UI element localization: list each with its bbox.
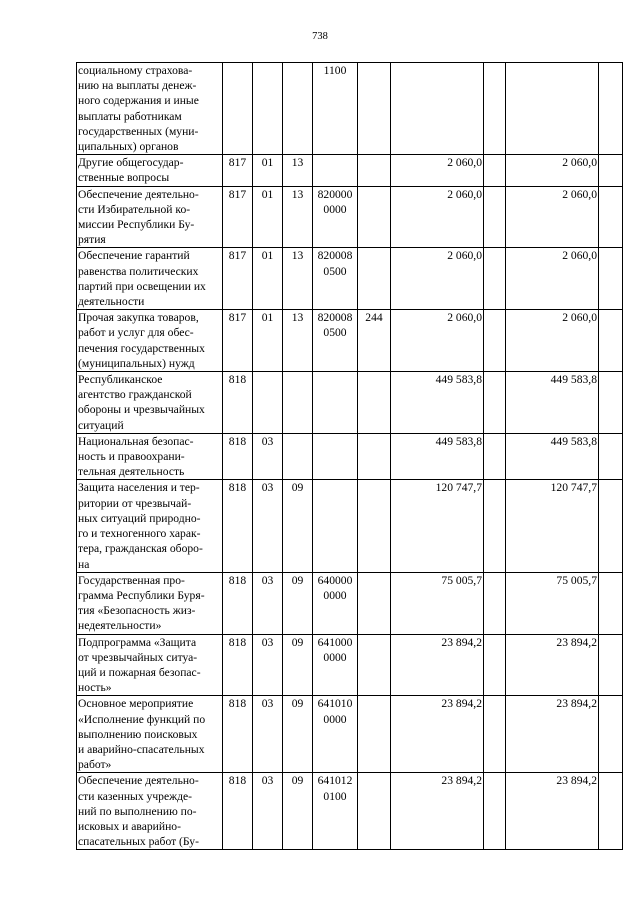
amount-cell-2: [506, 63, 599, 155]
subvention-cell: [484, 186, 506, 248]
target-article-cell: 820000 0000: [313, 186, 358, 248]
subvention-cell-2: [599, 310, 623, 372]
amount-cell-2: 2 060,0: [506, 248, 599, 310]
section-code-cell: 01: [253, 155, 283, 186]
section-code-cell: 03: [253, 433, 283, 480]
target-article-cell: [313, 433, 358, 480]
admin-code-cell: 818: [223, 634, 253, 696]
section-code-cell: [253, 63, 283, 155]
row-name-cell: Обеспечение деятельно- сти казенных учрежде- ний по выполнению по- исковых и аварийно- спасательных работ (Бу-: [77, 773, 223, 850]
section-code-cell: 03: [253, 480, 283, 572]
subsection-code-cell: 09: [283, 480, 313, 572]
subvention-cell-2: [599, 248, 623, 310]
table-row: [77, 773, 623, 850]
admin-code-cell: 818: [223, 696, 253, 773]
amount-cell-2: 75 005,7: [506, 572, 599, 634]
amount-cell-2: 120 747,7: [506, 480, 599, 572]
row-name-cell: Прочая закупка товаров, работ и услуг для обес- печения государственных (муниципальных) нужд: [77, 310, 223, 372]
admin-code-cell: 817: [223, 186, 253, 248]
table-row: [77, 696, 623, 773]
amount-cell-2: 23 894,2: [506, 696, 599, 773]
subsection-code-cell: 13: [283, 248, 313, 310]
amount-cell-2: 449 583,8: [506, 433, 599, 480]
section-code-cell: 01: [253, 310, 283, 372]
subvention-cell: [484, 696, 506, 773]
admin-code-cell: 818: [223, 372, 253, 434]
table-row: [77, 480, 623, 572]
subvention-cell-2: [599, 372, 623, 434]
expense-type-cell: [358, 773, 391, 850]
subsection-code-cell: 13: [283, 155, 313, 186]
amount-cell-2: 23 894,2: [506, 773, 599, 850]
expense-type-cell: [358, 433, 391, 480]
subvention-cell-2: [599, 773, 623, 850]
amount-cell: 449 583,8: [391, 433, 484, 480]
amount-cell: 2 060,0: [391, 248, 484, 310]
subvention-cell-2: [599, 696, 623, 773]
row-name-cell: Обеспечение деятельно- сти Избирательной ко- миссии Республики Бу- рятия: [77, 186, 223, 248]
expense-type-cell: [358, 696, 391, 773]
subvention-cell-2: [599, 572, 623, 634]
row-name-cell: социальному страхова- нию на выплаты денеж- ного содержания и иные выплаты работникам государственных (муни- ципальных) органов: [77, 63, 223, 155]
amount-cell: 23 894,2: [391, 634, 484, 696]
subsection-code-cell: 09: [283, 634, 313, 696]
row-name-cell: Государственная про- грамма Республики Буря- тия «Безопасность жиз- недеятельности»: [77, 572, 223, 634]
target-article-cell: 641012 0100: [313, 773, 358, 850]
row-name-cell: Подпрограмма «Защита от чрезвычайных ситуа- ций и пожарная безопас- ность»: [77, 634, 223, 696]
section-code-cell: [253, 372, 283, 434]
target-article-cell: [313, 480, 358, 572]
subvention-cell: [484, 310, 506, 372]
target-article-cell: 641010 0000: [313, 696, 358, 773]
amount-cell: 449 583,8: [391, 372, 484, 434]
budget-table: [76, 62, 623, 850]
row-name-cell: Обеспечение гарантий равенства политических партий при освещении их деятельности: [77, 248, 223, 310]
section-code-cell: 03: [253, 773, 283, 850]
amount-cell-2: 2 060,0: [506, 186, 599, 248]
subvention-cell-2: [599, 480, 623, 572]
table-row: [77, 155, 623, 186]
amount-cell: 2 060,0: [391, 155, 484, 186]
amount-cell: 75 005,7: [391, 572, 484, 634]
budget-table-body: [77, 63, 623, 850]
table-row: [77, 372, 623, 434]
subvention-cell-2: [599, 155, 623, 186]
amount-cell-2: 23 894,2: [506, 634, 599, 696]
expense-type-cell: 244: [358, 310, 391, 372]
section-code-cell: 03: [253, 696, 283, 773]
subvention-cell: [484, 480, 506, 572]
target-article-cell: [313, 372, 358, 434]
amount-cell: 120 747,7: [391, 480, 484, 572]
subsection-code-cell: 09: [283, 773, 313, 850]
table-row: [77, 433, 623, 480]
row-name-cell: Основное мероприятие «Исполнение функций по выполнению поисковых и аварийно-спасательных работ»: [77, 696, 223, 773]
subvention-cell: [484, 634, 506, 696]
subsection-code-cell: [283, 372, 313, 434]
row-name-cell: Другие общегосудар- ственные вопросы: [77, 155, 223, 186]
amount-cell-2: 2 060,0: [506, 310, 599, 372]
section-code-cell: 01: [253, 248, 283, 310]
section-code-cell: 03: [253, 572, 283, 634]
table-row: [77, 634, 623, 696]
expense-type-cell: [358, 372, 391, 434]
table-row: [77, 186, 623, 248]
subsection-code-cell: 09: [283, 696, 313, 773]
target-article-cell: [313, 155, 358, 186]
subsection-code-cell: 13: [283, 310, 313, 372]
subvention-cell: [484, 248, 506, 310]
admin-code-cell: 818: [223, 480, 253, 572]
admin-code-cell: 817: [223, 155, 253, 186]
expense-type-cell: [358, 634, 391, 696]
expense-type-cell: [358, 480, 391, 572]
section-code-cell: 03: [253, 634, 283, 696]
target-article-cell: 641000 0000: [313, 634, 358, 696]
row-name-cell: Республиканское агентство гражданской обороны и чрезвычайных ситуаций: [77, 372, 223, 434]
expense-type-cell: [358, 186, 391, 248]
table-row: [77, 63, 623, 155]
subsection-code-cell: [283, 63, 313, 155]
admin-code-cell: 817: [223, 310, 253, 372]
target-article-cell: 640000 0000: [313, 572, 358, 634]
admin-code-cell: 818: [223, 433, 253, 480]
subvention-cell-2: [599, 63, 623, 155]
expense-type-cell: [358, 248, 391, 310]
subvention-cell-2: [599, 186, 623, 248]
admin-code-cell: 817: [223, 248, 253, 310]
subvention-cell: [484, 433, 506, 480]
subsection-code-cell: 13: [283, 186, 313, 248]
amount-cell: 2 060,0: [391, 310, 484, 372]
amount-cell-2: 449 583,8: [506, 372, 599, 434]
section-code-cell: 01: [253, 186, 283, 248]
subvention-cell-2: [599, 634, 623, 696]
subvention-cell: [484, 372, 506, 434]
page-number: 738: [312, 31, 328, 42]
table-row: [77, 572, 623, 634]
subvention-cell-2: [599, 433, 623, 480]
admin-code-cell: 818: [223, 773, 253, 850]
amount-cell: 23 894,2: [391, 773, 484, 850]
admin-code-cell: 818: [223, 572, 253, 634]
subvention-cell: [484, 773, 506, 850]
row-name-cell: Защита населения и тер- ритории от чрезвычай- ных ситуаций природно- го и техногенного харак- тера, гражданская оборо- на: [77, 480, 223, 572]
subsection-code-cell: 09: [283, 572, 313, 634]
table-row: [77, 248, 623, 310]
amount-cell: [391, 63, 484, 155]
subvention-cell: [484, 155, 506, 186]
subvention-cell: [484, 572, 506, 634]
admin-code-cell: [223, 63, 253, 155]
subsection-code-cell: [283, 433, 313, 480]
amount-cell: 23 894,2: [391, 696, 484, 773]
target-article-cell: 820008 0500: [313, 310, 358, 372]
target-article-cell: 820008 0500: [313, 248, 358, 310]
expense-type-cell: [358, 155, 391, 186]
target-article-cell: 1100: [313, 63, 358, 155]
table-row: [77, 310, 623, 372]
expense-type-cell: [358, 572, 391, 634]
subvention-cell: [484, 63, 506, 155]
row-name-cell: Национальная безопас- ность и правоохрани- тельная деятельность: [77, 433, 223, 480]
expense-type-cell: [358, 63, 391, 155]
amount-cell-2: 2 060,0: [506, 155, 599, 186]
amount-cell: 2 060,0: [391, 186, 484, 248]
